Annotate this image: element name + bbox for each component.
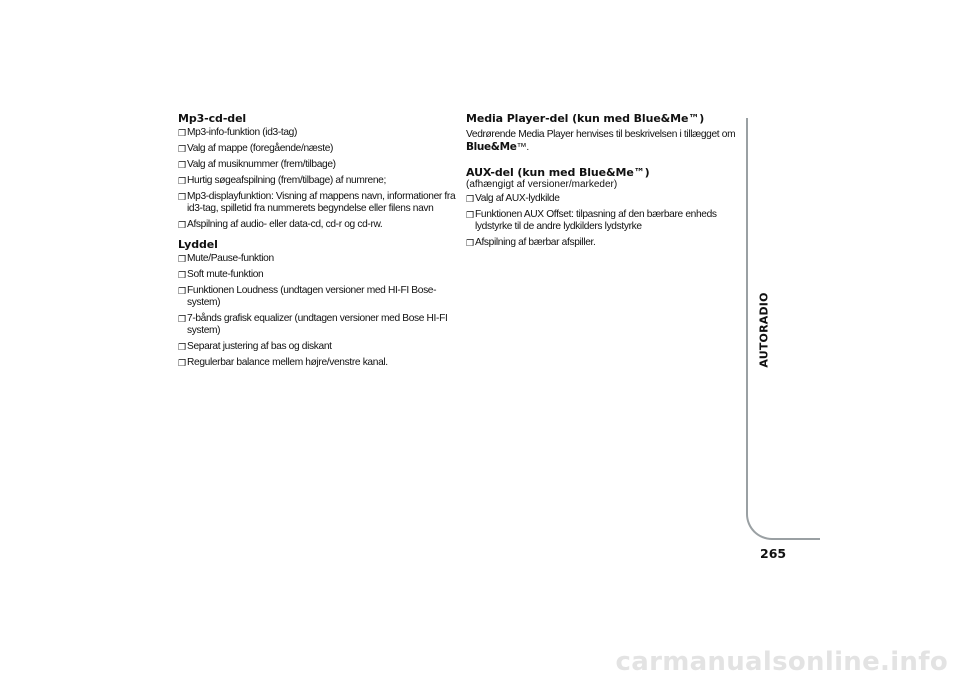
list-item: ❒ Regulerbar balance mellem højre/venstre kanal. bbox=[178, 357, 388, 368]
watermark: carmanualsonline.info bbox=[615, 647, 948, 677]
blue-me-emphasis: Blue&Me bbox=[466, 141, 517, 153]
media-player-heading: Media Player-del (kun med Blue&Me™) bbox=[466, 112, 705, 125]
list-item: ❒ Separat justering af bas og diskant bbox=[178, 341, 332, 352]
checkbox-bullet-icon: ❒ bbox=[178, 160, 186, 170]
list-item: ❒ Afspilning af bærbar afspiller. bbox=[466, 237, 596, 248]
checkbox-bullet-icon: ❒ bbox=[178, 342, 186, 352]
checkbox-bullet-icon: ❒ bbox=[178, 192, 186, 202]
checkbox-bullet-icon: ❒ bbox=[178, 358, 186, 368]
list-item: ❒ Soft mute-funktion bbox=[178, 269, 264, 280]
checkbox-bullet-icon: ❒ bbox=[178, 128, 186, 138]
aux-heading: AUX-del (kun med Blue&Me™) bbox=[466, 166, 650, 179]
list-item: ❒ Funktionen Loudness (undtagen versioner med HI-FI Bose-system) bbox=[178, 285, 437, 308]
sound-heading: Lyddel bbox=[178, 238, 218, 251]
checkbox-bullet-icon: ❒ bbox=[178, 314, 186, 324]
list-item: ❒ Funktionen AUX Offset: tilpasning af den bærbare enheds lydstyrke til de andre lydkilders lydstyrke bbox=[466, 209, 717, 232]
list-item: ❒ Afspilning af audio- eller data-cd, cd-r og cd-rw. bbox=[178, 219, 383, 230]
sound-feature-list bbox=[178, 253, 462, 369]
checkbox-bullet-icon: ❒ bbox=[466, 194, 474, 204]
left-column bbox=[178, 112, 462, 373]
list-item: ❒ Valg af musiknummer (frem/tilbage) bbox=[178, 159, 336, 170]
checkbox-bullet-icon: ❒ bbox=[178, 254, 186, 264]
mp3-feature-list bbox=[178, 127, 462, 231]
section-label: AUTORADIO bbox=[757, 292, 771, 368]
list-item: ❒ Mp3-info-funktion (id3-tag) bbox=[178, 127, 298, 138]
aux-feature-list bbox=[466, 193, 736, 249]
checkbox-bullet-icon: ❒ bbox=[466, 210, 474, 220]
checkbox-bullet-icon: ❒ bbox=[178, 286, 186, 296]
list-item: ❒ Mute/Pause-funktion bbox=[178, 253, 274, 264]
list-item: ❒ Valg af mappe (foregående/næste) bbox=[178, 143, 334, 154]
right-column bbox=[466, 112, 736, 253]
list-item: ❒ Valg af AUX-lydkilde bbox=[466, 193, 560, 204]
mp3-heading: Mp3-cd-del bbox=[178, 112, 247, 125]
media-player-paragraph: Vedrørende Media Player henvises til beskrivelsen i tillægget om Blue&Me™. bbox=[466, 129, 736, 153]
list-item: ❒ 7-bånds grafisk equalizer (undtagen versioner med Bose HI-FI system) bbox=[178, 313, 448, 336]
checkbox-bullet-icon: ❒ bbox=[178, 144, 186, 154]
page-number: 265 bbox=[760, 546, 787, 561]
checkbox-bullet-icon: ❒ bbox=[178, 220, 186, 230]
aux-subheading: (afhængigt af versioner/markeder) bbox=[466, 179, 618, 190]
list-item: ❒ Mp3-displayfunktion: Visning af mappens navn, informationer fra id3-tag, spilletid fra nummerets begyndelse eller filens navn bbox=[178, 191, 456, 214]
checkbox-bullet-icon: ❒ bbox=[178, 176, 186, 186]
checkbox-bullet-icon: ❒ bbox=[178, 270, 186, 280]
checkbox-bullet-icon: ❒ bbox=[466, 238, 474, 248]
list-item: ❒ Hurtig søgeafspilning (frem/tilbage) af numrene; bbox=[178, 175, 386, 186]
